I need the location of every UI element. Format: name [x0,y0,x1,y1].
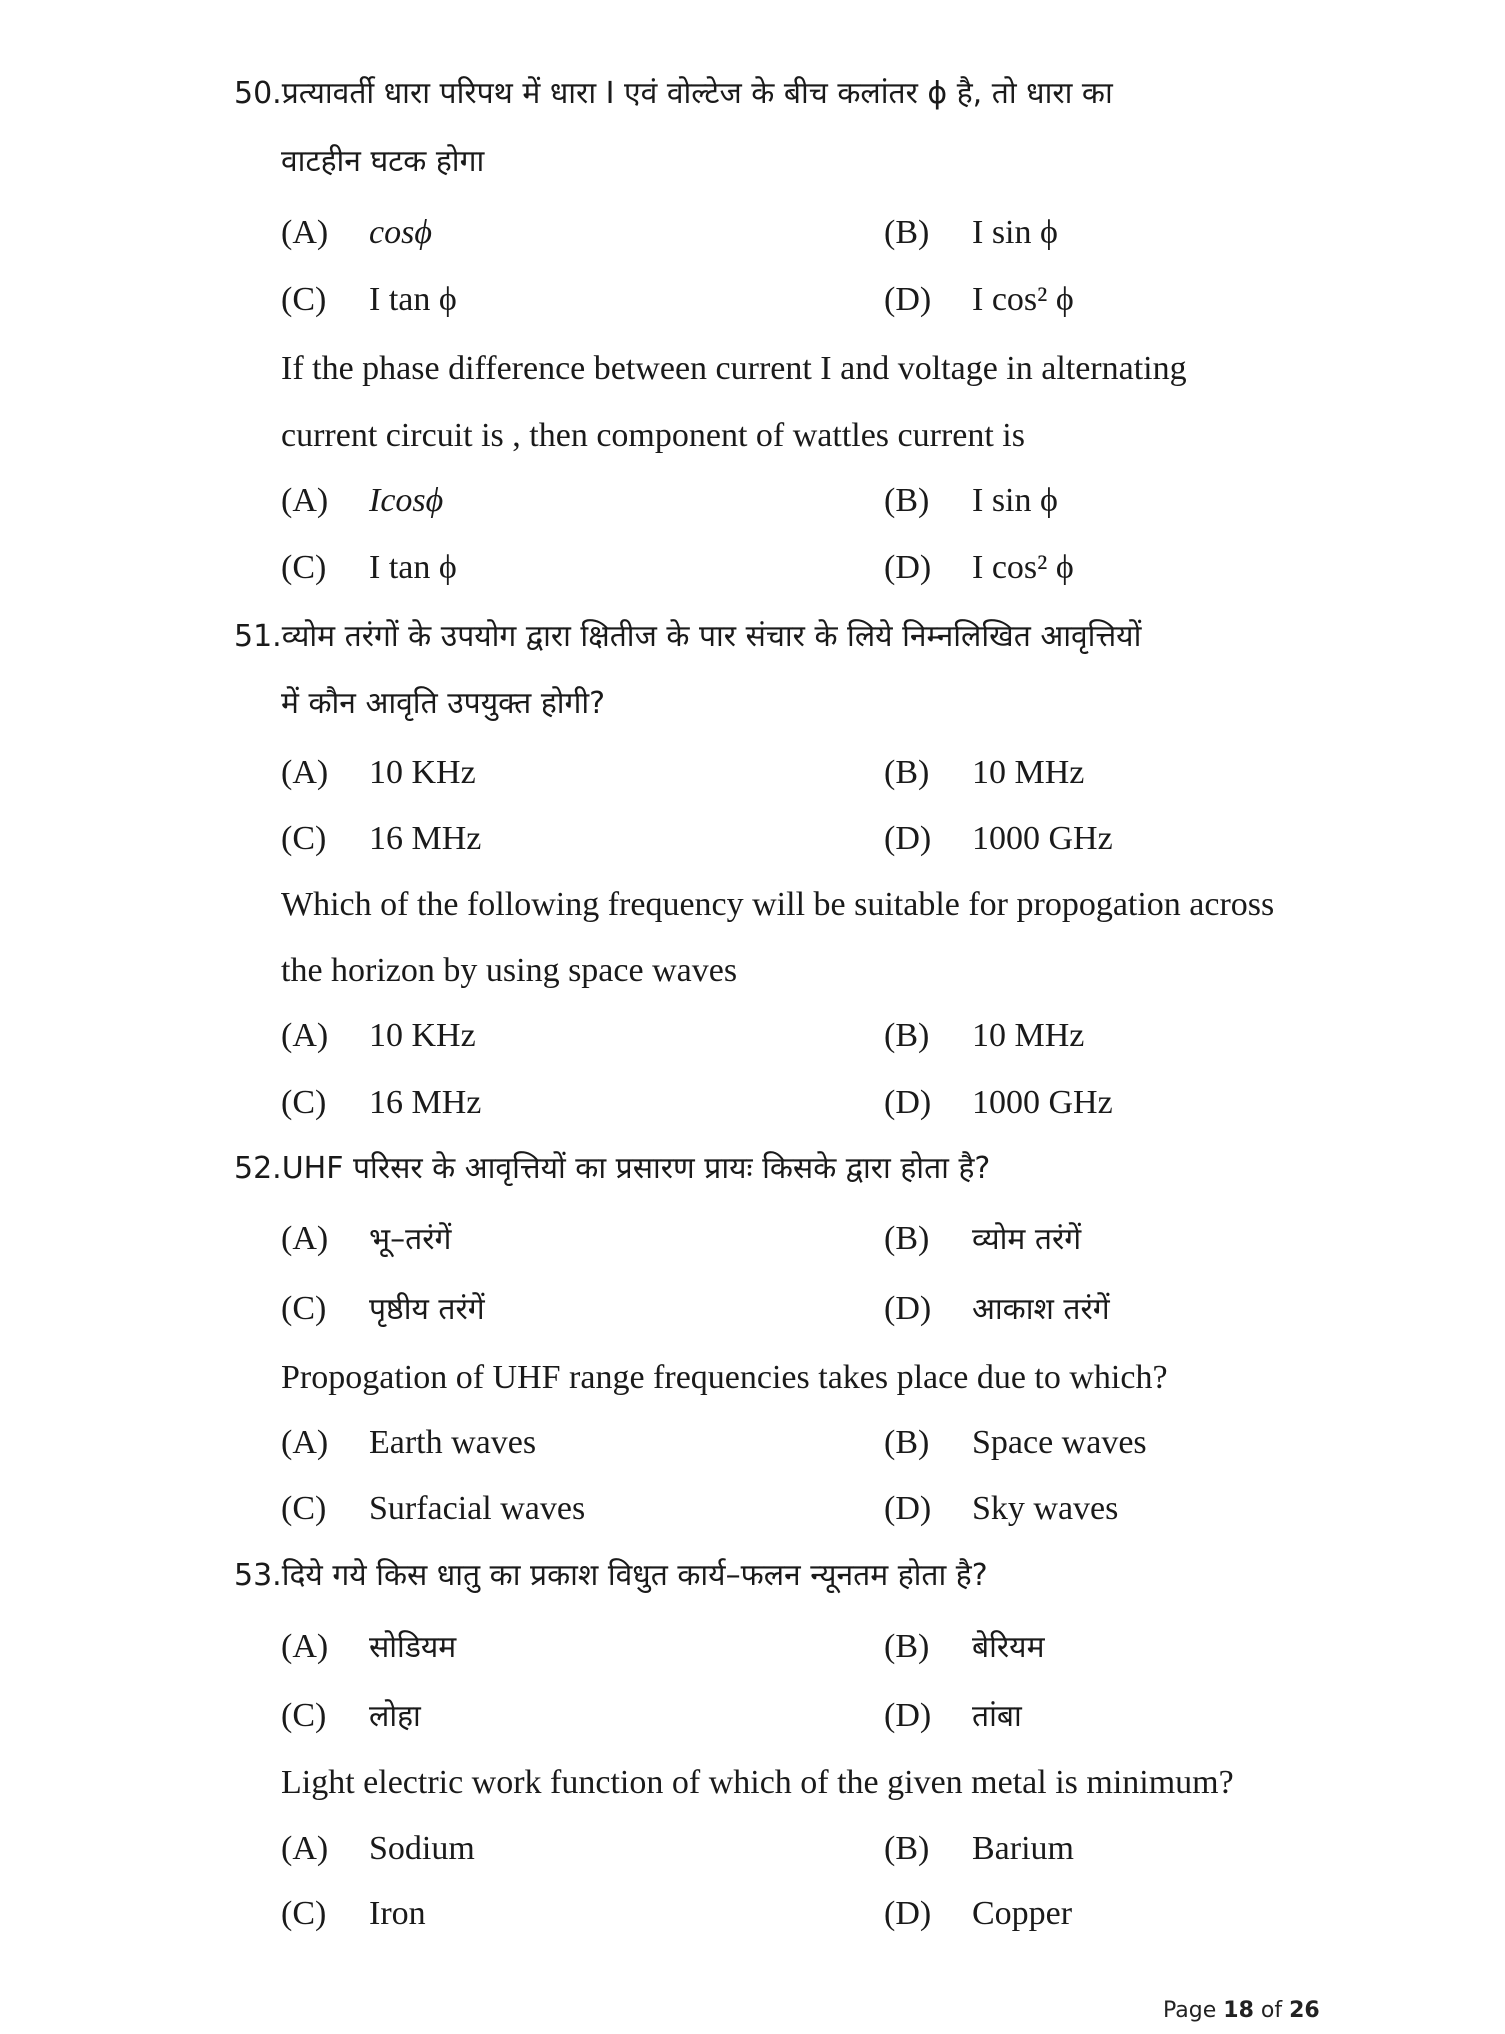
option-row: (D) I cos² ϕ [884,549,1074,586]
option-row: (C) 16 MHz [281,820,482,857]
option-value: I tan ϕ [369,281,457,318]
option-value: Earth waves [369,1424,537,1461]
option-row: (A) 10 KHz [281,1017,476,1054]
option-value: I cos² ϕ [972,549,1074,586]
question-51-hindi-line-1: 51.व्योम तरंगों के उपयोग द्वारा क्षितीज के पार संचार के लिये निम्नलिखित आवृत्तियों [234,619,1142,654]
option-row: (A) 10 KHz [281,754,476,791]
option-row: (B) Barium [884,1830,1074,1867]
page-current: 18 [1223,1998,1254,2023]
option-value: 10 KHz [369,1017,476,1054]
option-row: (D) आकाश तरंगें [884,1290,1110,1327]
option-row: (C) I tan ϕ [281,549,457,586]
option-value: I cos² ϕ [972,281,1074,318]
option-value: 1000 GHz [972,1084,1113,1121]
option-value: Sky waves [972,1490,1119,1527]
option-value: तांबा [972,1699,1022,1734]
option-row: (B) Space waves [884,1424,1147,1461]
option-value: Icosϕ [369,482,444,519]
question-53-english-line-1: Light electric work function of which of the given metal is minimum? [281,1764,1234,1801]
option-value: Copper [972,1895,1073,1932]
option-row: (A) सोडियम [281,1628,457,1665]
option-value: I sin ϕ [972,214,1058,251]
option-row: (A) Icosϕ [281,482,444,519]
option-value: 10 KHz [369,754,476,791]
question-52-hindi-line-1: 52.UHF परिसर के आवृत्तियों का प्रसारण प्रायः किसके द्वारा होता है? [234,1151,991,1186]
question-52-english-line-1: Propogation of UHF range frequencies takes place due to which? [281,1359,1168,1396]
option-value: I sin ϕ [972,482,1058,519]
option-row: (A) Sodium [281,1830,475,1867]
option-value: Space waves [972,1424,1147,1461]
option-value: बेरियम [972,1630,1045,1665]
option-value: 1000 GHz [972,820,1113,857]
question-51-english-line-1: Which of the following frequency will be suitable for propogation across [281,886,1275,923]
option-value: Surfacial waves [369,1490,586,1527]
option-row: (C) पृष्ठीय तरंगें [281,1290,485,1327]
option-value: 10 MHz [972,754,1085,791]
option-value: 16 MHz [369,820,482,857]
option-value: 10 MHz [972,1017,1085,1054]
page-prefix: Page [1163,1998,1224,2023]
option-row: (D) Copper [884,1895,1073,1932]
option-value: व्योम तरंगें [972,1222,1082,1257]
option-row: (D) 1000 GHz [884,1084,1113,1121]
option-row: (A) cosϕ [281,214,432,251]
option-value: भू–तरंगें [369,1222,452,1257]
page-middle: of [1253,1998,1290,2023]
option-row: (D) 1000 GHz [884,820,1113,857]
page-number [1163,1998,1320,2023]
option-value: Iron [369,1895,426,1932]
option-value: I tan ϕ [369,549,457,586]
question-50-hindi-line-1: 50.प्रत्यावर्ती धारा परिपथ में धारा I एवं वोल्टेज के बीच कलांतर ϕ है, तो धारा का [234,76,1113,111]
option-row: (B) व्योम तरंगें [884,1220,1082,1257]
option-row: (D) तांबा [884,1697,1022,1734]
option-row: (D) I cos² ϕ [884,281,1074,318]
option-row: (D) Sky waves [884,1490,1119,1527]
option-row: (B) I sin ϕ [884,482,1058,519]
option-value: आकाश तरंगें [972,1292,1110,1327]
option-row: (B) 10 MHz [884,754,1085,791]
question-51-hindi-line-2: में कौन आवृति उपयुक्त होगी? [281,686,606,721]
question-50-english-line-1: If the phase difference between current I and voltage in alternating [281,350,1187,387]
option-row: (B) बेरियम [884,1628,1045,1665]
option-row: (A) Earth waves [281,1424,537,1461]
option-value: लोहा [369,1699,421,1734]
option-row: (C) 16 MHz [281,1084,482,1121]
option-value: cosϕ [369,214,432,251]
option-row: (C) लोहा [281,1697,421,1734]
question-53-hindi-line-1: 53.दिये गये किस धातु का प्रकाश विधुत कार्य–फलन न्यूनतम होता है? [234,1558,988,1593]
question-50-hindi-line-2: वाटहीन घटक होगा [281,144,485,179]
option-row: (C) I tan ϕ [281,281,457,318]
option-value: सोडियम [369,1630,457,1665]
question-51-english-line-2: the horizon by using space waves [281,952,738,989]
option-row: (B) 10 MHz [884,1017,1085,1054]
option-value: Barium [972,1830,1074,1867]
option-value: पृष्ठीय तरंगें [369,1292,485,1327]
option-row: (A) भू–तरंगें [281,1220,452,1257]
option-row: (C) Surfacial waves [281,1490,586,1527]
question-50-english-line-2: current circuit is , then component of wattles current is [281,417,1025,454]
option-row: (C) Iron [281,1895,426,1932]
option-value: 16 MHz [369,1084,482,1121]
option-row: (B) I sin ϕ [884,214,1058,251]
page-total: 26 [1289,1998,1320,2023]
option-value: Sodium [369,1830,475,1867]
